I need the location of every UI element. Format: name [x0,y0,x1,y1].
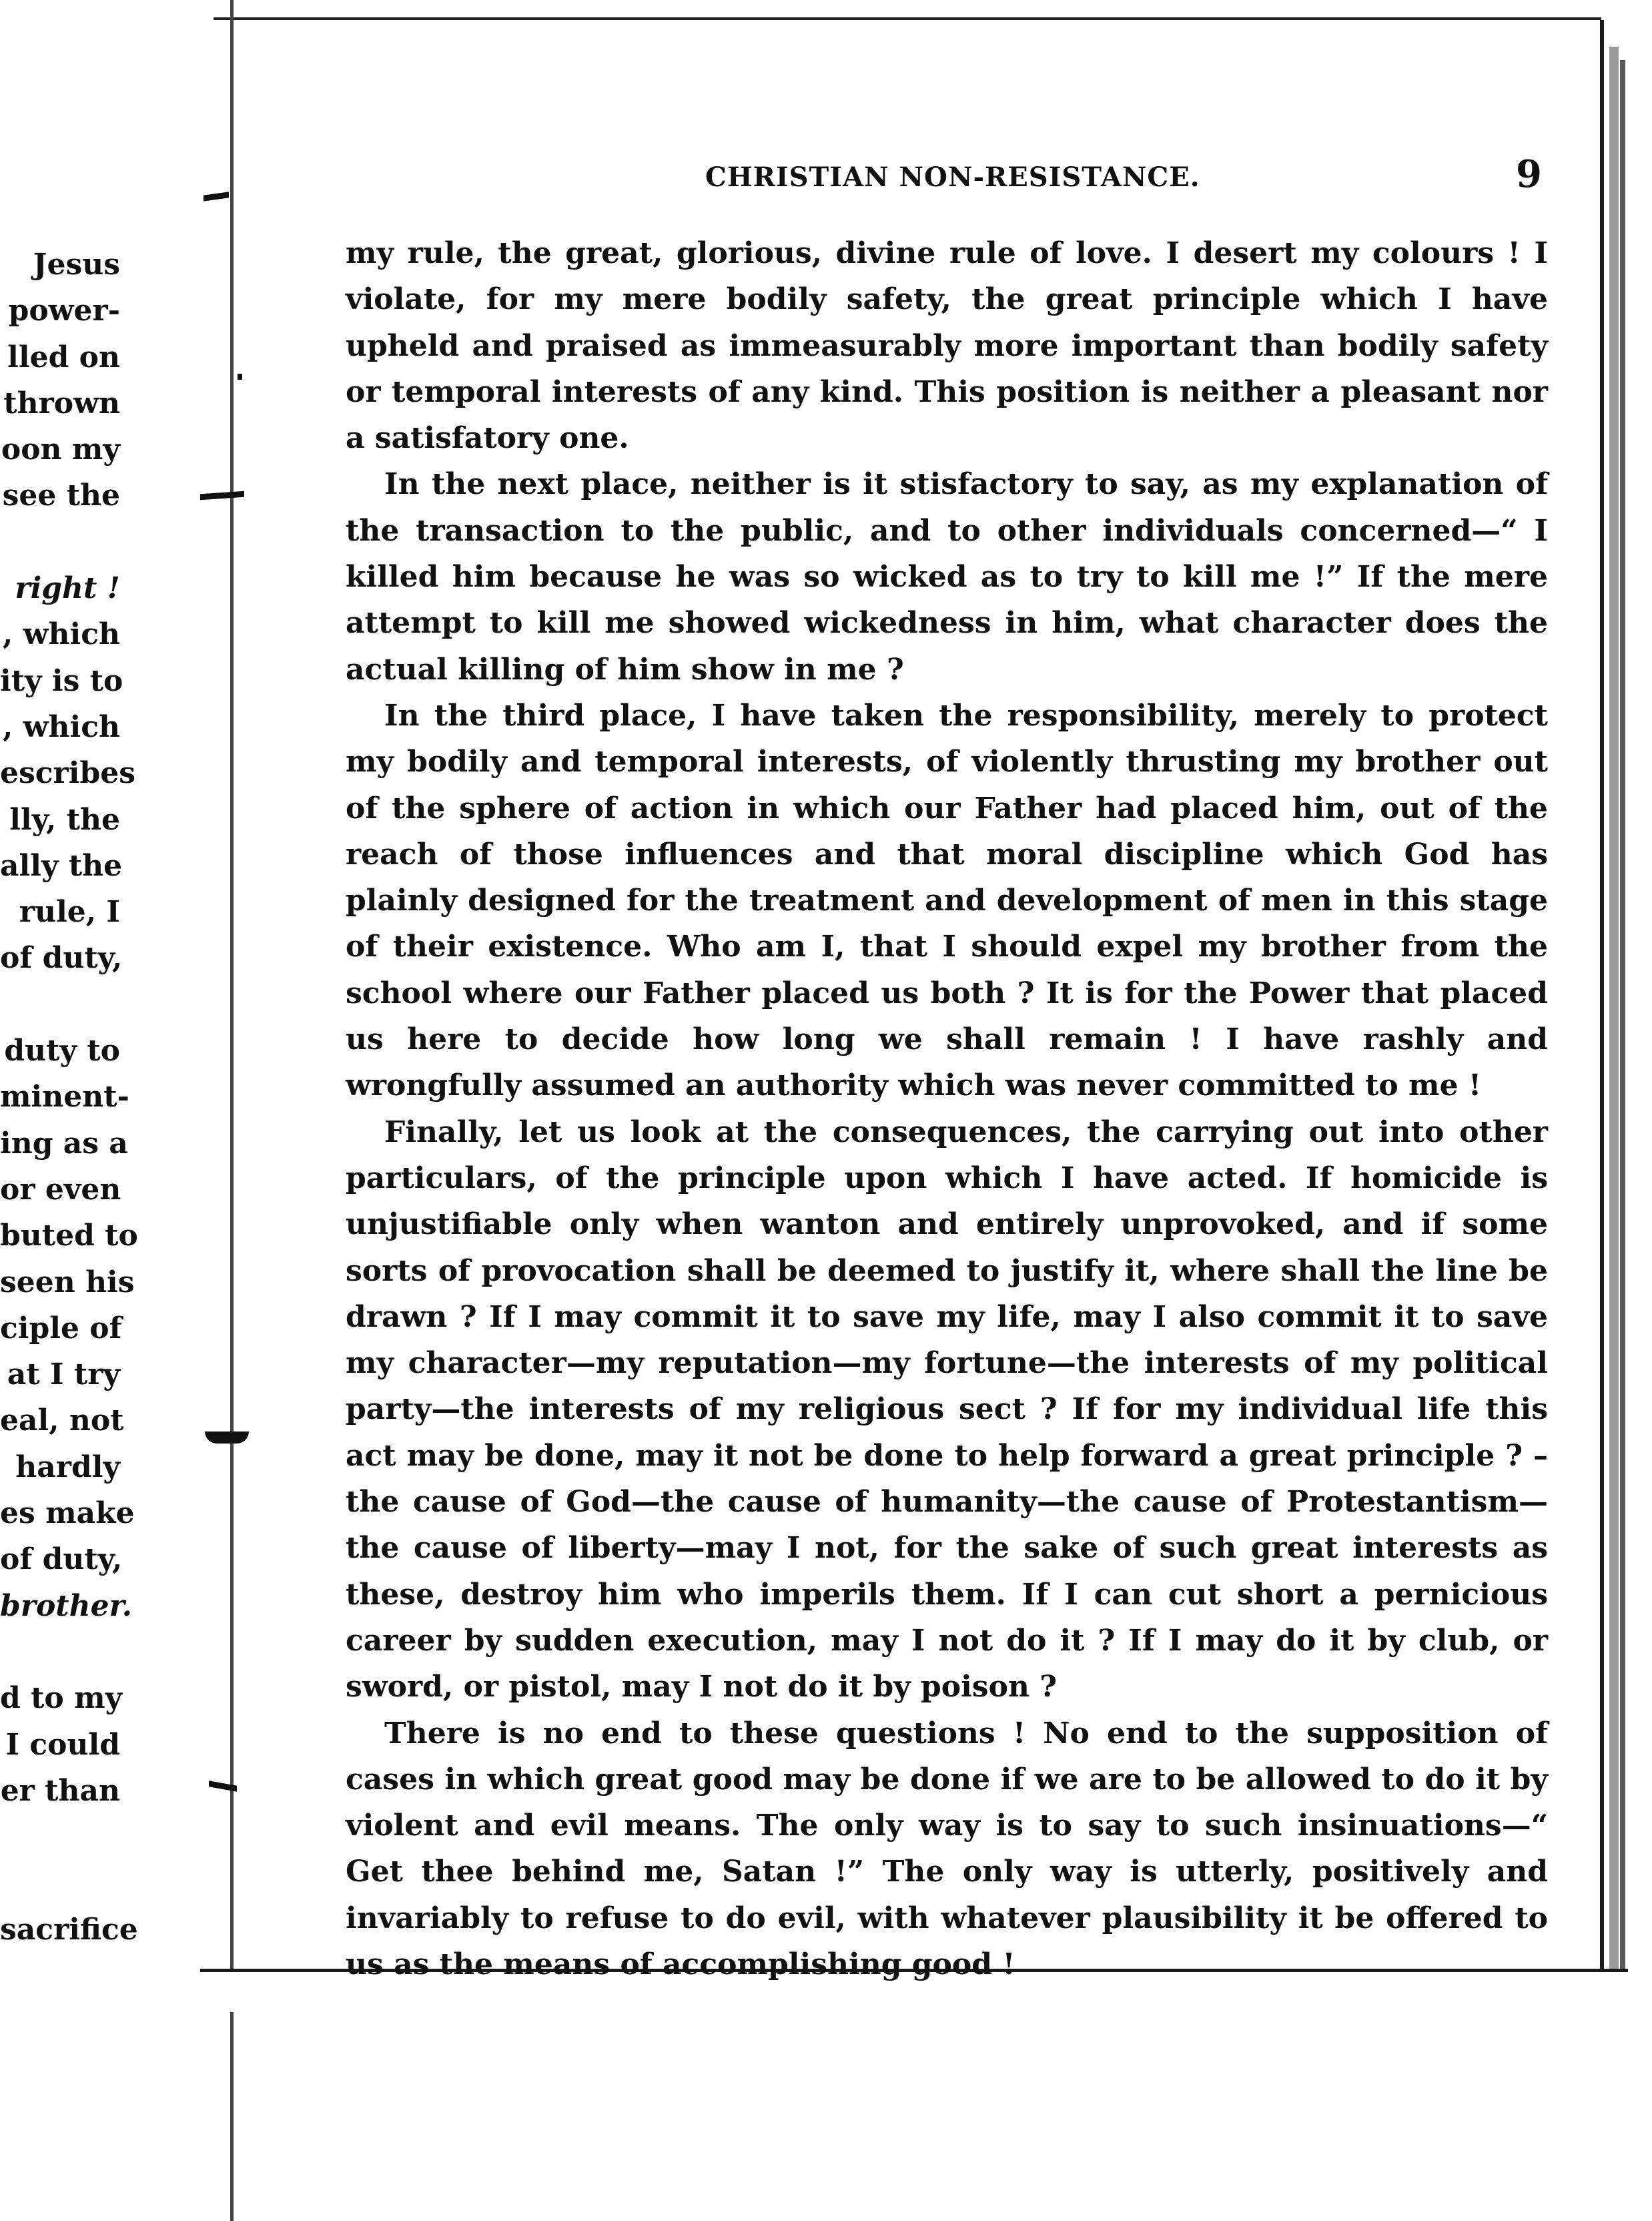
stitch-mark [238,374,242,380]
left-page-line: right ! [15,571,120,606]
stitch-mark [200,491,244,501]
body-text [346,230,1548,1987]
page-edge-stack [1609,47,1619,1982]
left-page-line: rule, I [19,895,120,930]
left-page-line: at I try [7,1357,120,1392]
paragraph-3: In the third place, I have taken the responsibility, merely to protect my bodily and temporal interests, of violently thrusting my brother out of the sphere of action in which our Father had placed him, out of the reach of those influences and that moral discipline which God has plainly designed for the treatment and development of men in this stage of their existence. Who am I, that I should expel my brother from the school where our Father placed us both ? It is for the Power that placed us here to decide how long we shall remain ! I have rashly and wrongfully assumed an authority which was never committed to me ! [346,698,1548,1103]
left-page-line: escribes [0,756,135,791]
stitch-mark [205,1432,249,1444]
left-page-line: er than [0,1773,120,1808]
left-page-line: sacrifice [0,1912,138,1947]
left-page-line: eal, not [0,1403,124,1438]
left-page-line: of duty, [0,941,123,976]
book-gutter [230,0,234,2221]
left-page-line: , which [3,617,120,652]
left-page-line: lly, the [9,802,120,837]
paragraph-2: In the next place, neither is it stisfactory to say, as my explanation of the transaction to the public, and to other individuals concerned—“ I killed him because he was so wicked as to try to kill me !” If the mere attempt to kill me showed wickedness in him, what character does the actual killing of him show in me ? [346,467,1548,687]
left-page-line: oon my [1,432,120,467]
left-page-line: minent- [0,1080,129,1115]
left-page-line: thrown [3,386,120,420]
running-title: CHRISTIAN NON-RESISTANCE. [705,162,1200,193]
left-page-line: d to my [0,1681,123,1716]
left-page-line [0,1629,120,1675]
stitch-mark [203,192,229,201]
left-page-line: seen his [0,1265,135,1299]
left-page-line: ing as a [0,1126,128,1161]
left-page-line: I could [5,1727,120,1762]
page-edge-dark [1600,20,1604,1969]
left-page-line: ity is to [0,663,123,698]
left-page-line: hardly [15,1450,120,1484]
left-page-line: power- [8,294,120,328]
left-page-line [0,1814,120,1860]
left-page-line: , which [3,709,120,744]
left-page-line: lled on [7,340,120,374]
left-page-line: buted to [0,1219,138,1253]
paragraph-1: my rule, the great, glorious, divine rule of love. I desert my colours ! I violate, for my mere bodily safety, the great principle which I have upheld and praised as immeasurably more important than bodily safety or temporal interests of any kind. This position is neither a pleasant nor a satisfatory one. [346,236,1548,456]
page-number: 9 [1516,152,1542,196]
left-page-line: ally the [0,848,123,883]
left-page-line: Jesus [33,248,120,282]
left-page-line: see the [2,479,120,513]
left-page-line: or even [0,1172,121,1207]
left-page-fragment [0,242,138,1953]
paragraph-5: There is no end to these questions ! No end to the supposition of cases in which great good may be done if we are to be allowed to do it by violent and evil means. The only way is to say to such insinuations—“ Get thee behind me, Satan !” The only way is utterly, positively and invariably to refuse to do evil, with whatever plausibility it be offered to us as the means of accomplishing good ! [346,1716,1548,1981]
left-page-line: es make [0,1496,135,1531]
top-rule [214,17,1601,20]
left-page-line: duty to [4,1034,120,1068]
left-page-line [0,1860,120,1906]
left-page-line: of duty, [0,1542,123,1577]
left-page-line: brother. [0,1588,133,1623]
left-page-line: ciple of [0,1311,122,1345]
left-page-line [0,519,120,565]
left-page-line [0,982,120,1028]
paragraph-4: Finally, let us look at the consequences, the carrying out into other particulars, of the principle upon which I have acted. If homicide is unjustifiable only when wanton and entirely unprovoked, and if some sorts of provocation shall be deemed to justify it, where shall the line be drawn ? If I may commit it to save my life, may I also commit it to save my character—my reputation—my fortune—the interests of my political party—the interests of my religious sect ? If for my individual life this act may be done, may it not be done to help forward a great principle ? – the cause of God—the cause of humanity—the cause of Protestantism—the cause of liberty—may I not, for the sake of such great interests as these, destroy him who imperils them. If I can cut short a pernicious career by sudden execution, may I not do it ? If I may do it by club, or sword, or pistol, may I not do it by poison ? [346,1115,1548,1704]
page-edge-shadow [1620,60,1625,1982]
